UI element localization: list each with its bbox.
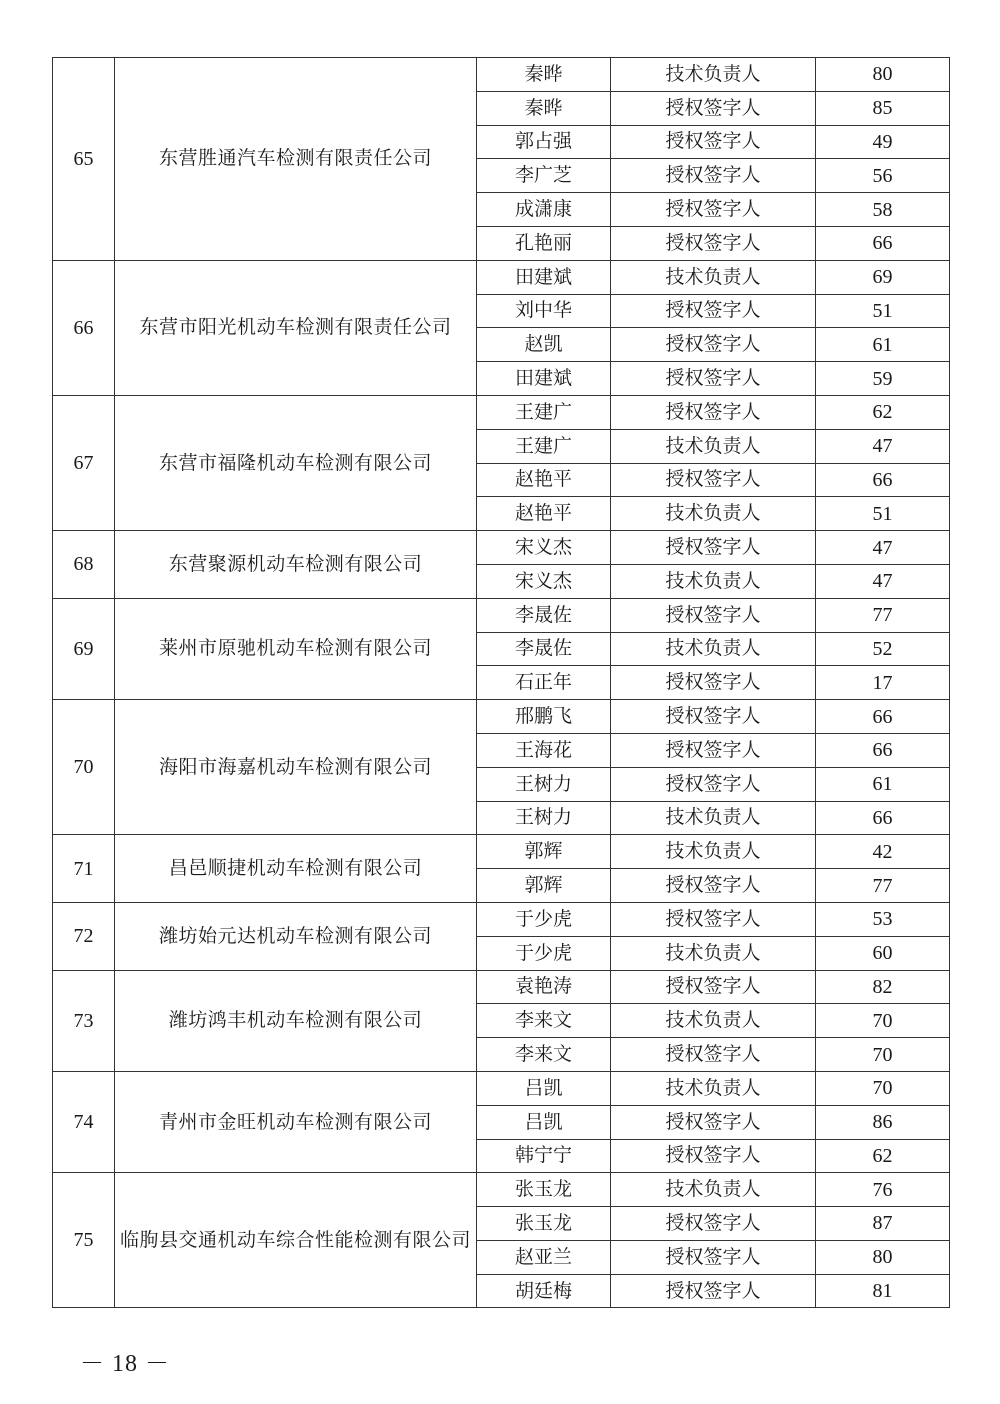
entry-number: 72 <box>53 902 115 970</box>
person-name: 郭占强 <box>477 125 611 159</box>
person-name: 郭辉 <box>477 869 611 903</box>
person-score: 66 <box>816 463 950 497</box>
person-role: 授权签字人 <box>611 362 816 396</box>
table-row <box>53 835 950 869</box>
person-name: 张玉龙 <box>477 1207 611 1241</box>
person-name: 李晟佐 <box>477 632 611 666</box>
company-name: 东营胜通汽车检测有限责任公司 <box>115 58 477 261</box>
company-name: 东营市阳光机动车检测有限责任公司 <box>115 260 477 395</box>
person-role: 授权签字人 <box>611 531 816 565</box>
person-role: 授权签字人 <box>611 1139 816 1173</box>
company-name: 临朐县交通机动车综合性能检测有限公司 <box>115 1173 477 1308</box>
person-name: 袁艳涛 <box>477 970 611 1004</box>
person-role: 授权签字人 <box>611 733 816 767</box>
person-score: 70 <box>816 1004 950 1038</box>
person-score: 58 <box>816 193 950 227</box>
person-name: 王树力 <box>477 767 611 801</box>
person-name: 刘中华 <box>477 294 611 328</box>
person-score: 85 <box>816 91 950 125</box>
person-name: 赵亚兰 <box>477 1240 611 1274</box>
person-role: 授权签字人 <box>611 1038 816 1072</box>
person-role: 技术负责人 <box>611 429 816 463</box>
person-score: 52 <box>816 632 950 666</box>
table-row <box>53 700 950 734</box>
company-name: 东营市福隆机动车检测有限公司 <box>115 395 477 530</box>
company-name: 东营聚源机动车检测有限公司 <box>115 531 477 599</box>
person-role: 技术负责人 <box>611 835 816 869</box>
person-role: 技术负责人 <box>611 1004 816 1038</box>
entry-number: 65 <box>53 58 115 261</box>
person-name: 李来文 <box>477 1004 611 1038</box>
table-row <box>53 260 950 294</box>
person-score: 62 <box>816 395 950 429</box>
person-score: 69 <box>816 260 950 294</box>
person-score: 87 <box>816 1207 950 1241</box>
person-role: 授权签字人 <box>611 395 816 429</box>
person-role: 授权签字人 <box>611 193 816 227</box>
person-role: 授权签字人 <box>611 159 816 193</box>
table-row <box>53 395 950 429</box>
person-role: 技术负责人 <box>611 801 816 835</box>
table-row <box>53 902 950 936</box>
person-name: 石正年 <box>477 666 611 700</box>
person-name: 宋义杰 <box>477 531 611 565</box>
person-name: 吕凯 <box>477 1105 611 1139</box>
person-name: 田建斌 <box>477 362 611 396</box>
entry-number: 75 <box>53 1173 115 1308</box>
person-score: 86 <box>816 1105 950 1139</box>
person-role: 授权签字人 <box>611 767 816 801</box>
table-row <box>53 970 950 1004</box>
person-score: 70 <box>816 1038 950 1072</box>
person-name: 秦晔 <box>477 91 611 125</box>
person-role: 技术负责人 <box>611 58 816 92</box>
person-role: 授权签字人 <box>611 902 816 936</box>
entry-number: 68 <box>53 531 115 599</box>
person-name: 胡廷梅 <box>477 1274 611 1308</box>
table-row <box>53 598 950 632</box>
person-name: 孔艳丽 <box>477 226 611 260</box>
person-name: 秦晔 <box>477 58 611 92</box>
person-role: 授权签字人 <box>611 328 816 362</box>
person-score: 47 <box>816 429 950 463</box>
person-score: 61 <box>816 767 950 801</box>
person-name: 田建斌 <box>477 260 611 294</box>
table-row <box>53 1173 950 1207</box>
person-score: 76 <box>816 1173 950 1207</box>
person-score: 82 <box>816 970 950 1004</box>
person-score: 56 <box>816 159 950 193</box>
company-name: 莱州市原驰机动车检测有限公司 <box>115 598 477 699</box>
person-score: 77 <box>816 598 950 632</box>
person-score: 42 <box>816 835 950 869</box>
company-name: 潍坊始元达机动车检测有限公司 <box>115 902 477 970</box>
person-role: 技术负责人 <box>611 497 816 531</box>
person-role: 技术负责人 <box>611 1173 816 1207</box>
person-role: 授权签字人 <box>611 294 816 328</box>
table-row <box>53 1071 950 1105</box>
person-score: 17 <box>816 666 950 700</box>
person-score: 66 <box>816 801 950 835</box>
person-role: 技术负责人 <box>611 936 816 970</box>
person-score: 70 <box>816 1071 950 1105</box>
company-name: 昌邑顺捷机动车检测有限公司 <box>115 835 477 903</box>
person-role: 技术负责人 <box>611 1071 816 1105</box>
person-name: 李来文 <box>477 1038 611 1072</box>
person-role: 授权签字人 <box>611 598 816 632</box>
person-role: 技术负责人 <box>611 260 816 294</box>
entry-number: 67 <box>53 395 115 530</box>
person-score: 81 <box>816 1274 950 1308</box>
entry-number: 71 <box>53 835 115 903</box>
person-name: 赵艳平 <box>477 497 611 531</box>
person-name: 于少虎 <box>477 936 611 970</box>
person-name: 邢鹏飞 <box>477 700 611 734</box>
person-name: 宋义杰 <box>477 564 611 598</box>
person-score: 49 <box>816 125 950 159</box>
person-name: 韩宁宁 <box>477 1139 611 1173</box>
person-role: 授权签字人 <box>611 970 816 1004</box>
table-row <box>53 531 950 565</box>
person-score: 47 <box>816 564 950 598</box>
person-score: 51 <box>816 294 950 328</box>
person-score: 59 <box>816 362 950 396</box>
person-role: 授权签字人 <box>611 91 816 125</box>
entry-number: 66 <box>53 260 115 395</box>
person-role: 授权签字人 <box>611 666 816 700</box>
person-role: 授权签字人 <box>611 1105 816 1139</box>
person-score: 80 <box>816 58 950 92</box>
person-name: 成潇康 <box>477 193 611 227</box>
score-table-body <box>53 58 950 1308</box>
person-score: 60 <box>816 936 950 970</box>
person-score: 66 <box>816 700 950 734</box>
person-name: 赵艳平 <box>477 463 611 497</box>
person-role: 授权签字人 <box>611 1274 816 1308</box>
company-name: 青州市金旺机动车检测有限公司 <box>115 1071 477 1172</box>
entry-number: 70 <box>53 700 115 835</box>
person-role: 技术负责人 <box>611 564 816 598</box>
person-role: 授权签字人 <box>611 125 816 159</box>
person-role: 授权签字人 <box>611 700 816 734</box>
score-table <box>52 57 950 1308</box>
person-name: 王建广 <box>477 429 611 463</box>
person-score: 62 <box>816 1139 950 1173</box>
person-name: 于少虎 <box>477 902 611 936</box>
person-name: 张玉龙 <box>477 1173 611 1207</box>
entry-number: 69 <box>53 598 115 699</box>
person-role: 授权签字人 <box>611 226 816 260</box>
entry-number: 73 <box>53 970 115 1071</box>
person-name: 吕凯 <box>477 1071 611 1105</box>
person-score: 77 <box>816 869 950 903</box>
person-role: 授权签字人 <box>611 1207 816 1241</box>
person-score: 66 <box>816 733 950 767</box>
company-name: 海阳市海嘉机动车检测有限公司 <box>115 700 477 835</box>
company-name: 潍坊鸿丰机动车检测有限公司 <box>115 970 477 1071</box>
person-score: 61 <box>816 328 950 362</box>
person-score: 80 <box>816 1240 950 1274</box>
person-name: 郭辉 <box>477 835 611 869</box>
page-number: － 18 － <box>80 1351 170 1377</box>
person-role: 授权签字人 <box>611 1240 816 1274</box>
person-name: 李广芝 <box>477 159 611 193</box>
person-name: 王建广 <box>477 395 611 429</box>
person-name: 李晟佐 <box>477 598 611 632</box>
person-name: 王树力 <box>477 801 611 835</box>
person-score: 53 <box>816 902 950 936</box>
person-role: 授权签字人 <box>611 869 816 903</box>
table-row <box>53 58 950 92</box>
person-score: 47 <box>816 531 950 565</box>
person-score: 51 <box>816 497 950 531</box>
person-role: 技术负责人 <box>611 632 816 666</box>
person-name: 王海花 <box>477 733 611 767</box>
person-score: 66 <box>816 226 950 260</box>
person-name: 赵凯 <box>477 328 611 362</box>
entry-number: 74 <box>53 1071 115 1172</box>
person-role: 授权签字人 <box>611 463 816 497</box>
